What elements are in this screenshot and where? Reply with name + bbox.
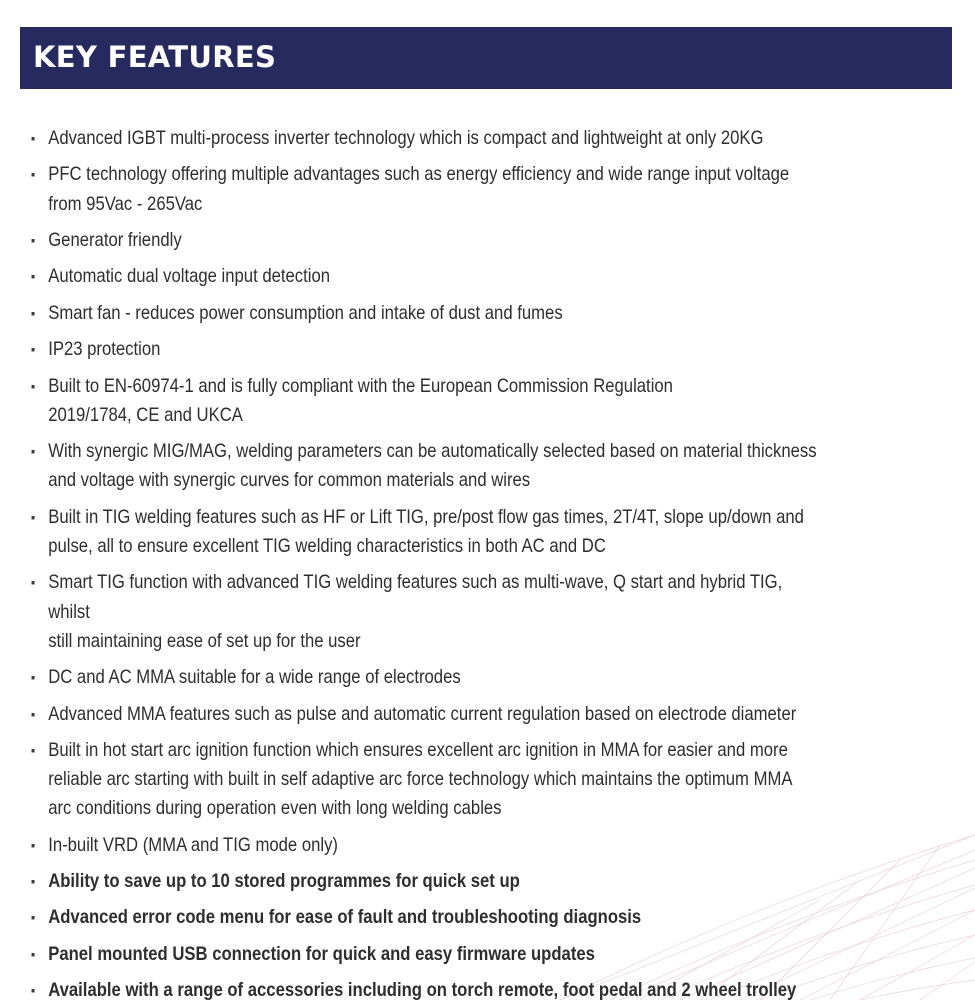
list-item	[31, 262, 827, 291]
list-item-text: PFC technology offering multiple advantages such as energy efficiency and wide range input voltage from 95Vac - 265Vac	[48, 163, 790, 215]
list-item-text: Generator friendly	[48, 228, 182, 251]
bullet-icon: ▪	[31, 304, 36, 321]
list-item-text: Available with a range of accessories including on torch remote, foot pedal and 2 wheel trolley	[48, 979, 797, 1000]
bullet-icon: ▪	[31, 231, 36, 248]
list-item	[31, 335, 827, 364]
bullet-icon: ▪	[31, 705, 36, 722]
bullet-icon: ▪	[31, 443, 36, 460]
list-item-text: Ability to save up to 10 stored programmes for quick set up	[48, 870, 520, 893]
bullet-icon: ▪	[31, 130, 36, 146]
list-item	[31, 663, 827, 692]
list-item-text: Built in TIG welding features such as HF or Lift TIG, pre/post flow gas times, 2T/4T, slope up/down and pulse, all to ensure excellent TIG welding characteristics in both AC and DC	[48, 505, 804, 557]
list-item-text: Smart fan - reduces power consumption and intake of dust and fumes	[48, 301, 563, 324]
list-item	[31, 831, 827, 860]
bullet-icon: ▪	[31, 909, 36, 926]
list-item	[31, 160, 827, 218]
list-item	[31, 226, 827, 255]
bullet-icon: ▪	[31, 741, 36, 758]
list-item	[31, 124, 827, 153]
bullet-icon: ▪	[31, 377, 36, 394]
list-item-text: Automatic dual voltage input detection	[48, 265, 331, 288]
bullet-icon: ▪	[31, 669, 36, 686]
bullet-icon: ▪	[31, 166, 36, 183]
list-item	[31, 299, 827, 328]
key-features-header	[20, 27, 952, 89]
list-item	[31, 700, 827, 729]
list-item	[31, 503, 827, 561]
bullet-icon: ▪	[31, 341, 36, 358]
list-item	[31, 940, 827, 969]
bullet-icon: ▪	[31, 873, 36, 890]
list-item	[31, 736, 827, 824]
list-item	[31, 976, 827, 1000]
list-item-text: Panel mounted USB connection for quick and easy firmware updates	[48, 942, 595, 965]
list-item	[31, 903, 827, 932]
list-item-text: In-built VRD (MMA and TIG mode only)	[48, 833, 338, 856]
bullet-icon: ▪	[31, 574, 36, 591]
list-item-text: Built in hot start arc ignition function which ensures excellent arc ignition in MMA for easier and more reliable arc starting with built in self adaptive arc force technology which maintains the optimum MMA arc conditions during operation even with long welding cables	[48, 738, 793, 820]
list-item-text: Advanced IGBT multi-process inverter technology which is compact and lightweight at only 20KG	[48, 127, 764, 149]
page-title: KEY FEATURES	[33, 40, 277, 74]
list-item-text: Advanced MMA features such as pulse and automatic current regulation based on electrode diameter	[48, 702, 797, 725]
feature-list	[31, 124, 956, 1000]
list-item-text: DC and AC MMA suitable for a wide range of electrodes	[48, 666, 461, 689]
list-item-text: Built to EN-60974-1 and is fully compliant with the European Commission Regulation 2019/1784, CE and UKCA	[48, 374, 673, 426]
bullet-icon: ▪	[31, 836, 36, 853]
list-item-text: With synergic MIG/MAG, welding parameters can be automatically selected based on material thickness and voltage with synergic curves for common materials and wires	[48, 440, 817, 492]
list-item	[31, 867, 827, 896]
bullet-icon: ▪	[31, 945, 36, 962]
list-item-text: Advanced error code menu for ease of fault and troubleshooting diagnosis	[48, 906, 642, 929]
bullet-icon: ▪	[31, 508, 36, 525]
list-item	[31, 437, 827, 495]
list-item	[31, 568, 827, 656]
list-item-text: Smart TIG function with advanced TIG welding features such as multi-wave, Q start and hybrid TIG, whilst still maintaining ease of set up for the user	[48, 571, 783, 652]
list-item-text: IP23 protection	[48, 338, 161, 361]
bullet-icon: ▪	[31, 982, 36, 999]
bullet-icon: ▪	[31, 268, 36, 285]
list-item	[31, 372, 827, 430]
